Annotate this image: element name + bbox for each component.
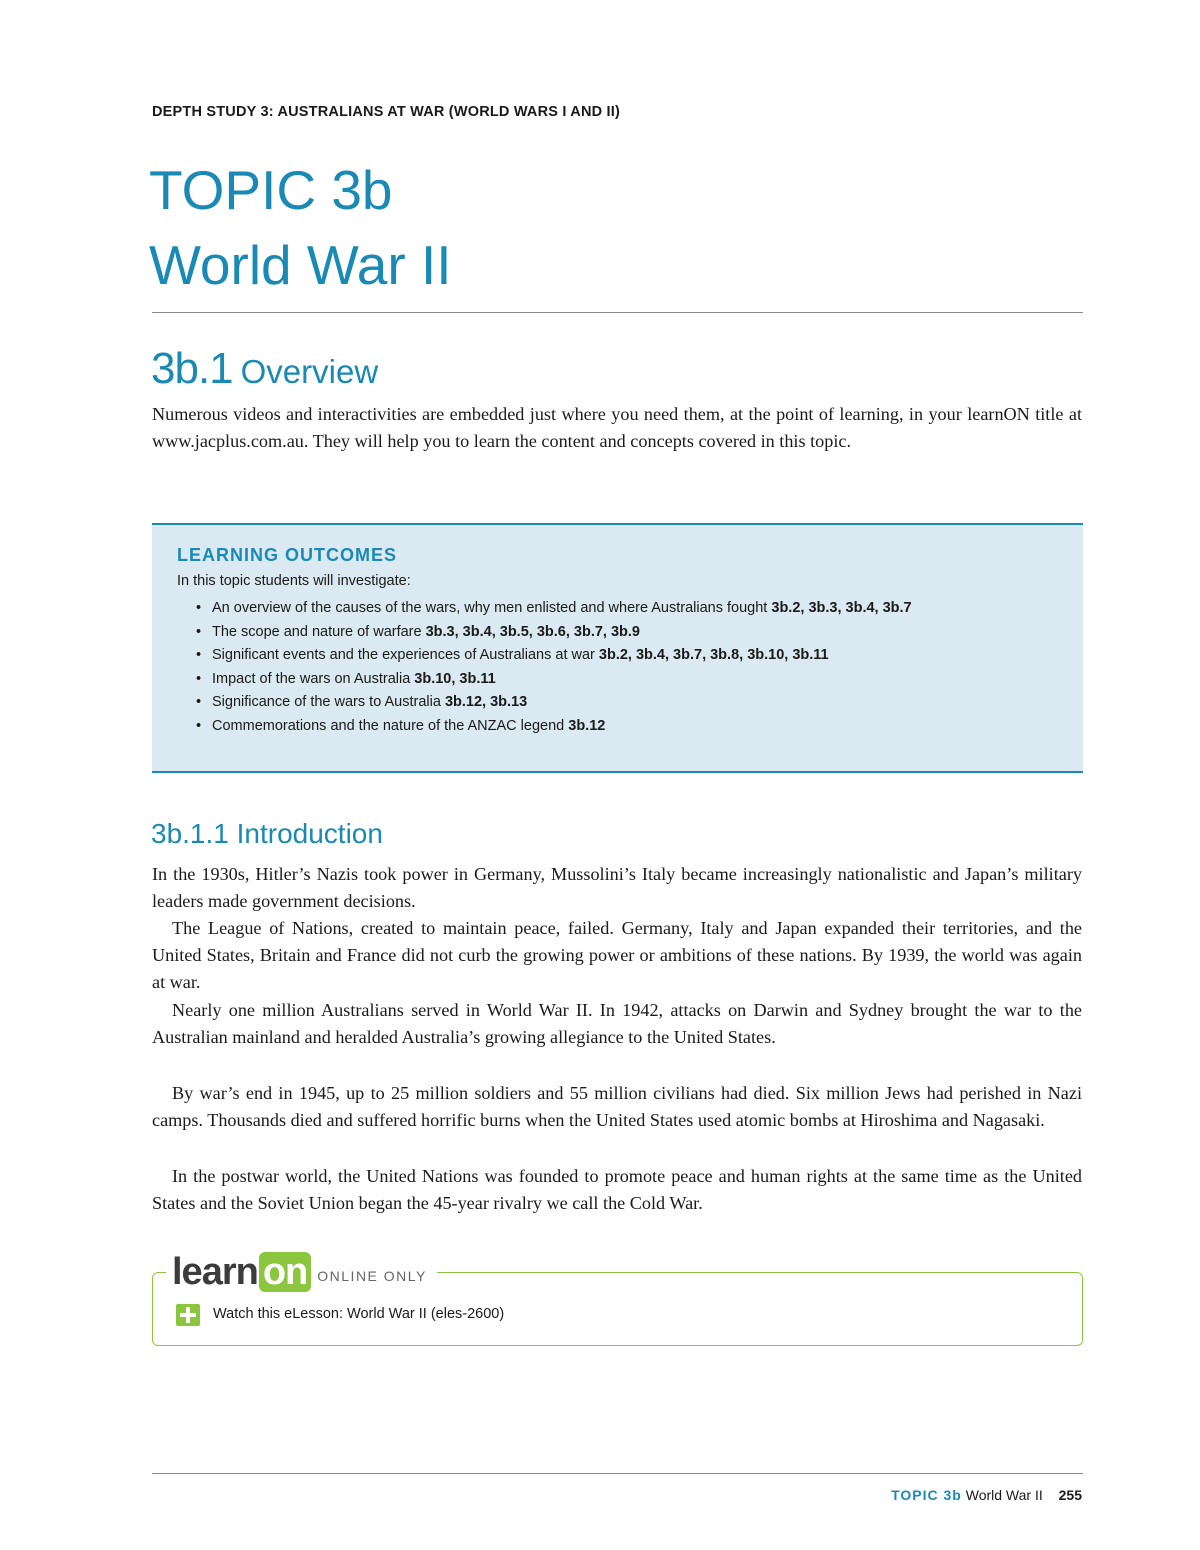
learning-outcome-item: • Significance of the wars to Australia 3b.12, 3b.13 — [196, 691, 1046, 715]
intro-paragraph: In the postwar world, the United Nations was founded to promote peace and human rights at the same time as the United States and the Soviet Union began the 45-year rivalry we call the Cold War. — [152, 1166, 1082, 1214]
intro-paragraph: The League of Nations, created to maintain peace, failed. Germany, Italy and Japan expanded their territories, and the United States, Britain and France did not curb the growing power or ambitions of these nations. By 1939, the world was again at war. — [152, 918, 1082, 993]
intro-paragraph: By war’s end in 1945, up to 25 million soldiers and 55 million civilians had died. Six million Jews had perished in Nazi camps. Thousands died and suffered horrific burns when the United States used atomic bombs at Hiroshima and Nagasaki. — [152, 1083, 1082, 1131]
intro-paragraph: Nearly one million Australians served in World War II. In 1942, attacks on Darwin and Sydney brought the war to the Australian mainland and heralded Australia’s growing allegiance to the United States. — [152, 1000, 1082, 1048]
top-divider — [152, 312, 1083, 313]
learning-outcomes-list — [196, 597, 1046, 738]
learning-outcome-item: • Commemorations and the nature of the ANZAC legend 3b.12 — [196, 715, 1046, 739]
page-number: 255 — [1058, 1487, 1082, 1503]
page-footer — [891, 1487, 1082, 1503]
section-number: 3b.1 — [151, 344, 233, 393]
learning-outcome-item: • The scope and nature of warfare 3b.3, 3b.4, 3b.5, 3b.6, 3b.7, 3b.9 — [196, 621, 1046, 645]
introduction-heading: 3b.1.1 Introduction — [151, 818, 383, 849]
footer-divider — [152, 1473, 1083, 1474]
learnon-logo-learn: learn — [172, 1250, 258, 1293]
learning-outcome-item: • An overview of the causes of the wars, why men enlisted and where Australians fought 3b.2, 3b.3, 3b.4, 3b.7 — [196, 597, 1046, 621]
section-title: Overview — [240, 353, 379, 390]
learning-outcome-item: • Significant events and the experiences of Australians at war 3b.2, 3b.4, 3b.7, 3b.8, 3b.10, 3b.11 — [196, 644, 1046, 668]
depth-study-heading: DEPTH STUDY 3: AUSTRALIANS AT WAR (WORLD WARS I AND II) — [152, 104, 621, 120]
overview-paragraph: Numerous videos and interactivities are embedded just where you need them, at the point of learning, in your learnON title at www.jacplus.com.au. They will help you to learn the content and concepts covered in this topic. — [152, 404, 1082, 452]
learning-outcome-item: • Impact of the wars on Australia 3b.10, 3b.11 — [196, 668, 1046, 692]
online-only-label: ONLINE ONLY — [317, 1268, 427, 1284]
learning-outcomes-title: LEARNING OUTCOMES — [177, 545, 398, 565]
footer-topic: TOPIC 3b — [891, 1487, 962, 1503]
elesson-link[interactable]: Watch this eLesson: World War II (eles-2600) — [213, 1306, 505, 1322]
intro-paragraph: In the 1930s, Hitler’s Nazis took power in Germany, Mussolini’s Italy became increasingly nationalistic and Japan’s military leaders made government decisions. — [152, 864, 1082, 912]
learnon-logo-on: on — [259, 1252, 311, 1292]
footer-title: World War II — [965, 1487, 1043, 1503]
learnon-logo — [166, 1252, 437, 1292]
topic-title: World War II — [149, 234, 452, 296]
learning-outcomes-intro: In this topic students will investigate: — [177, 573, 411, 589]
film-icon[interactable] — [176, 1304, 200, 1326]
topic-number: TOPIC 3b — [149, 159, 393, 221]
section-heading — [151, 341, 378, 407]
